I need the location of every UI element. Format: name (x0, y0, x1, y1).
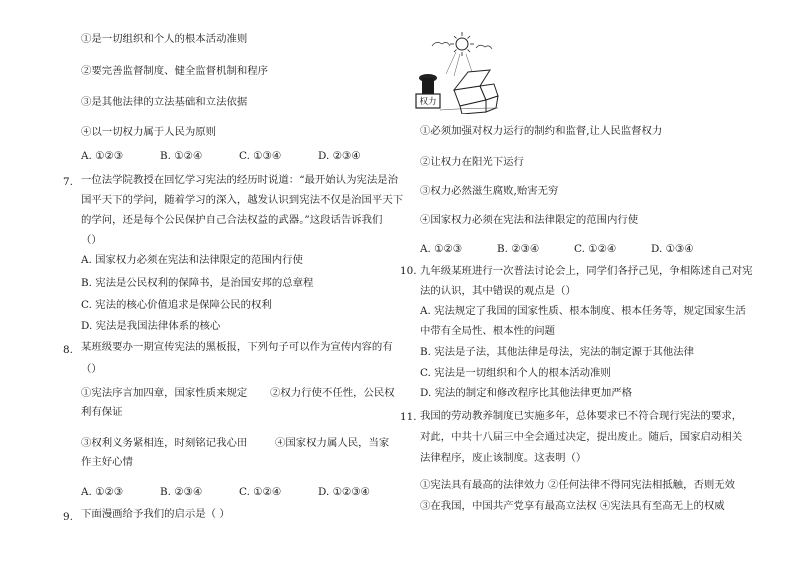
q7-option-a[interactable]: A. 国家权力必须在宪法和法律限定的范围内行使 (81, 254, 303, 266)
q9-options (420, 242, 694, 256)
option-a[interactable]: A. ①②③ (420, 243, 463, 255)
option-c[interactable]: C. ①②④ (574, 243, 617, 255)
option-d[interactable]: D. ①②③④ (318, 486, 370, 498)
q7-stem-line2: 国平天下的学问，随着学习的深入，越发认识到宪法不仅是治国平天下 (81, 194, 404, 206)
q8-stem: 某班级要办一期宣传宪法的黑板报，下列句子可以作为宣传内容的有 (81, 341, 393, 353)
q11-stem-line3: 法律程序，废止该制度。这表明（） (420, 452, 587, 464)
q9-item-2: ②让权力在阳光下运行 (420, 156, 524, 168)
q9-stem: 下面漫画给予我们的启示是（ ） (81, 508, 230, 520)
prev-item-4: ④以一切权力属于人民为原则 (81, 126, 217, 138)
q7-stem-line3: 的学问，还是每个公民保护自己合法权益的武器。”这段话告诉我们 (81, 214, 383, 226)
option-c[interactable]: C. ①③④ (239, 150, 282, 162)
prev-item-3: ③是其他法律的立法基础和立法依据 (81, 96, 248, 108)
q9-item-4: ④国家权力必须在宪法和法律限定的范围内行使 (420, 214, 639, 226)
q10-stem-line1: 九年级某班进行一次普法讨论会上，同学们各抒己见，争相陈述自己对宪 (420, 265, 753, 277)
prev-item-2: ②要完善监督制度、健全监督机制和程序 (81, 65, 269, 77)
q10-option-d[interactable]: D. 宪法的制定和修改程序比其他法律更加严格 (420, 387, 632, 399)
q7-option-d[interactable]: D. 宪法是我国法律体系的核心 (81, 320, 221, 332)
q8-options (81, 485, 370, 499)
q11-items-line2: ③在我国，中国共产党享有最高立法权 ④宪法具有至高无上的权威 (420, 500, 725, 512)
option-b[interactable]: B. ①②④ (160, 150, 203, 162)
sun-icon (450, 32, 474, 56)
prev-options (81, 149, 361, 163)
q11-stem-line1: 我国的劳动教养制度已实施多年，总体要求已不符合现行宪法的要求， (420, 410, 743, 422)
q7-option-c[interactable]: C. 宪法的核心价值追求是保障公民的权利 (81, 299, 272, 311)
option-c[interactable]: C. ①②④ (239, 486, 282, 498)
q8-answer-paren: （） (81, 363, 102, 375)
q10-option-a[interactable]: A. 宪法规定了我国的国家性质、根本制度、根本任务等，规定国家生活 (420, 305, 746, 317)
q10-option-a-cont: 中带有全局性、根本性的问题 (420, 325, 556, 337)
open-box-icon (454, 70, 498, 114)
power-seal-icon (416, 74, 440, 108)
q7-option-b[interactable]: B. 宪法是公民权利的保障书，是治国安邦的总章程 (81, 277, 314, 289)
q11-number: 11. (400, 411, 417, 423)
q8-number: 8. (63, 344, 73, 356)
option-b[interactable]: B. ②③④ (497, 243, 540, 255)
q9-number: 9. (63, 511, 73, 523)
q7-stem-line1: 一位法学院教授在回忆学习宪法的经历时说道：“最开始认为宪法是治 (81, 174, 399, 186)
q7-number: 7. (63, 176, 73, 188)
q11-items-line1: ①宪法具有最高的法律效力 ②任何法律不得同宪法相抵触，否则无效 (420, 479, 736, 491)
q8-item-2-cont: 利有保证 (81, 406, 123, 418)
power-cartoon (410, 30, 502, 114)
q8-item-2: ②权力行使不任性，公民权 (270, 387, 395, 399)
option-a[interactable]: A. ①②③ (81, 486, 124, 498)
option-b[interactable]: B. ②③④ (160, 486, 203, 498)
prev-item-1: ①是一切组织和个人的根本活动准则 (81, 33, 248, 45)
cartoon-label: 权力 (419, 97, 437, 107)
q9-item-1: ①必须加强对权力运行的制约和监督,让人民监督权力 (420, 125, 663, 137)
q7-answer-paren: （） (81, 234, 102, 246)
q8-item-4-cont: 作主好心情 (81, 456, 133, 468)
option-d[interactable]: D. ②③④ (318, 150, 361, 162)
option-d[interactable]: D. ①③④ (651, 243, 694, 255)
option-a[interactable]: A. ①②③ (81, 150, 124, 162)
q10-option-b[interactable]: B. 宪法是子法，其他法律是母法，宪法的制定源于其他法律 (420, 346, 695, 358)
q8-item-3: ③权利义务紧相连，时刻铭记我心田 (81, 437, 248, 449)
q10-stem-line2: 法的认识，其中错误的观点是（） (420, 285, 576, 297)
q9-item-3: ③权力必然滋生腐败,贻害无穷 (420, 185, 559, 197)
q11-stem-line2: 对此，中共十八届三中全会通过决定，提出废止。随后，国家启动相关 (420, 431, 743, 443)
q10-option-c[interactable]: C. 宪法是一切组织和个人的根本活动准则 (420, 367, 611, 379)
q8-item-4: ④国家权力属人民，当家 (275, 437, 390, 449)
q8-item-1: ①宪法序言加四章，国家性质来规定 (81, 387, 248, 399)
q10-number: 10. (400, 265, 417, 277)
